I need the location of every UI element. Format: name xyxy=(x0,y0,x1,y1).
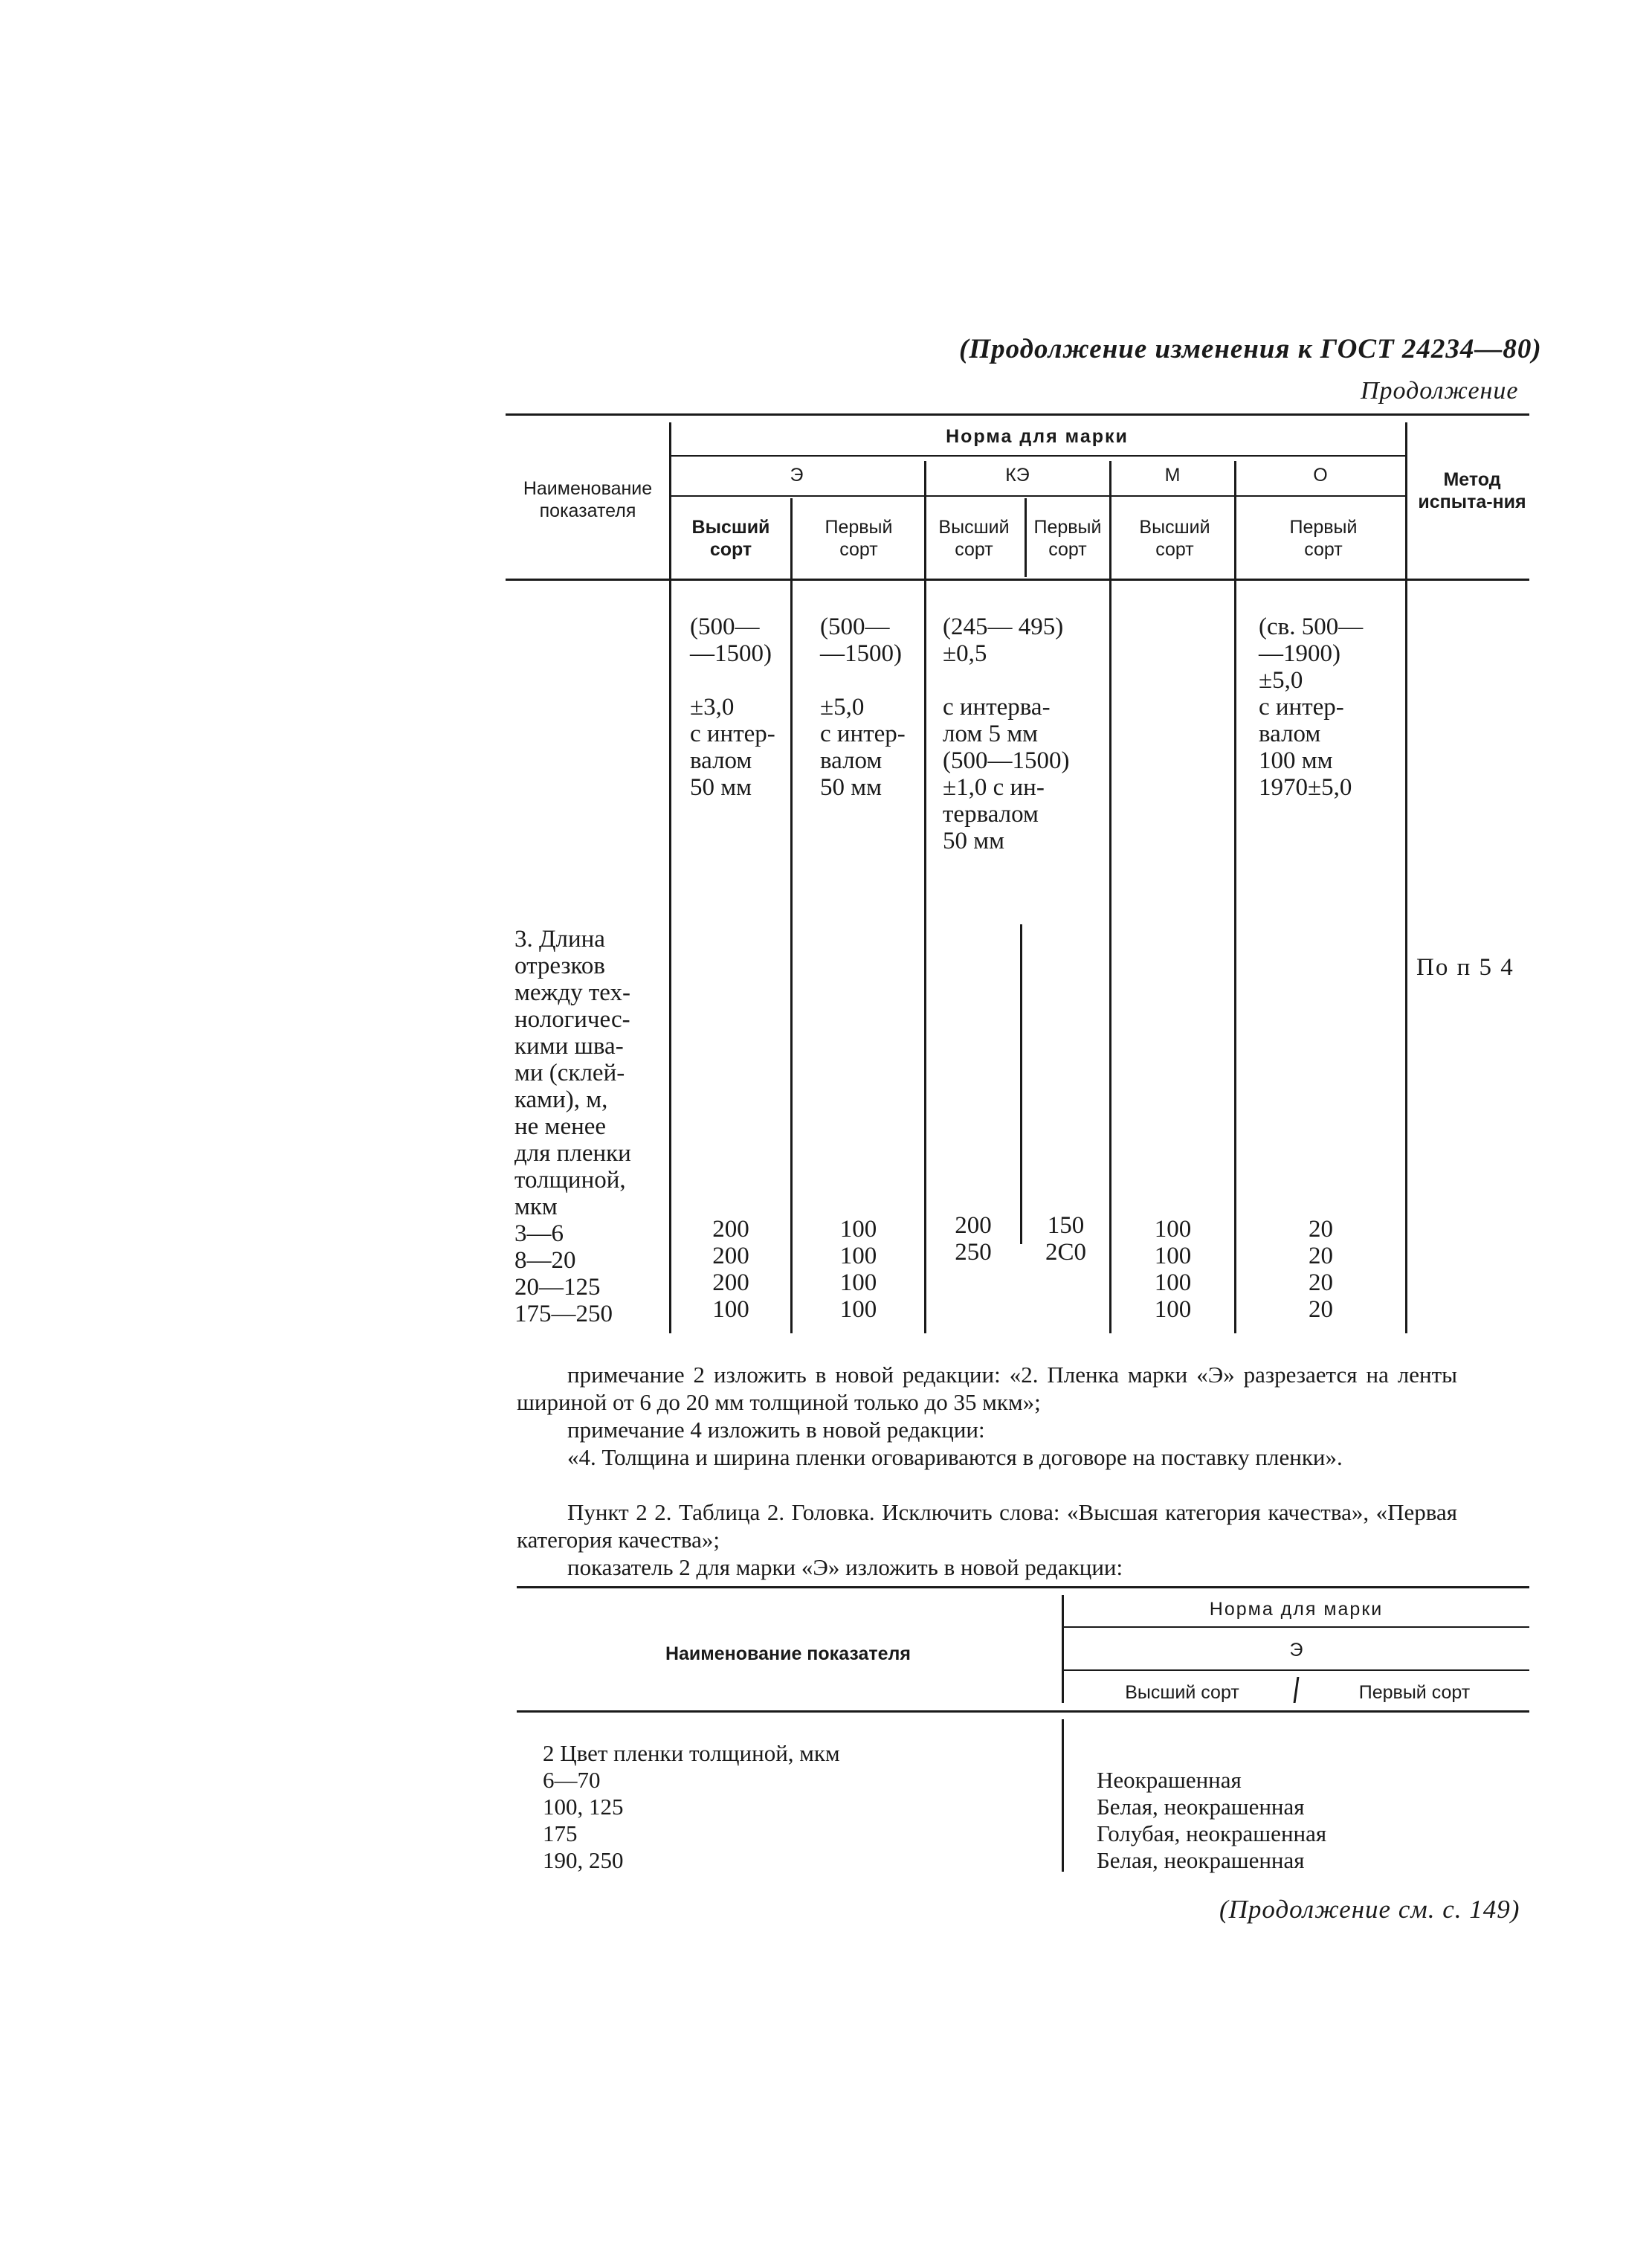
mark-m: М xyxy=(1164,465,1181,486)
e-first-values: 100 100 100 100 xyxy=(839,1216,877,1323)
e-high-range: (500— —1500) ±3,0 с интер- валом 50 мм xyxy=(690,613,775,801)
table2-col-norm: Норма для марки xyxy=(1209,1599,1384,1620)
mark-e: Э xyxy=(790,465,804,486)
table1-top-rule xyxy=(506,413,1529,416)
mark-o: О xyxy=(1313,465,1328,486)
table1-divider xyxy=(790,498,793,1333)
paragraph-note-4: примечание 4 изложить в новой редакции: xyxy=(567,1417,985,1443)
table1-divider xyxy=(669,422,671,1333)
e-high-values: 200 200 200 100 xyxy=(712,1216,749,1323)
method-value: По п 5 4 xyxy=(1416,954,1514,981)
table1-marks-rule xyxy=(669,495,1405,497)
grade-ke-first: Первый сорт xyxy=(1033,517,1102,560)
table2-col-indicator: Наименование показателя xyxy=(665,1643,911,1664)
table2-row xyxy=(543,1847,1524,1874)
ke-first-values: 150 2С0 xyxy=(1045,1212,1086,1266)
thickness-value: 100, 125 xyxy=(543,1794,624,1820)
color-value: Голубая, неокрашенная xyxy=(1097,1820,1327,1846)
table1-divider xyxy=(1025,498,1027,577)
table1-header-bottom-rule xyxy=(506,579,1529,581)
grade-o-first: Первый сорт xyxy=(1289,517,1358,560)
thickness-value: 175 xyxy=(543,1820,578,1846)
table2-mark-e: Э xyxy=(1289,1640,1303,1661)
grade-e-high: Высший сорт xyxy=(691,517,770,560)
table1-divider xyxy=(1109,461,1111,1333)
table2-row xyxy=(543,1794,1524,1820)
table2-grade-first: Первый сорт xyxy=(1358,1682,1471,1703)
color-value: Неокрашенная xyxy=(1097,1767,1242,1793)
continuation-note: (Продолжение см. с. 149) xyxy=(1219,1895,1520,1924)
ke-range: (245— 495) ±0,5 с интерва- лом 5 мм (500—1500) ±1,0 с ин- тервалом 50 мм xyxy=(943,613,1070,854)
table2-divider xyxy=(1294,1677,1300,1703)
table2-header-bottom-rule xyxy=(517,1710,1529,1713)
col-header-norm: Норма для марки xyxy=(946,426,1129,447)
table1-norm-rule xyxy=(669,455,1405,457)
continuation-title: (Продолжение изменения к ГОСТ 24234—80) xyxy=(959,334,1542,364)
table1-divider xyxy=(924,461,926,1333)
color-value: Белая, неокрашенная xyxy=(1097,1847,1305,1873)
paragraph-indicator-2: показатель 2 для марки «Э» изложить в новой редакции: xyxy=(567,1554,1123,1580)
table2-mark-rule xyxy=(1063,1669,1529,1671)
color-value: Белая, неокрашенная xyxy=(1097,1794,1305,1820)
paragraph-item-2-2: Пункт 2 2. Таблица 2. Головка. Исключить слова: «Высшая категория качества», «Первая категория качества»; xyxy=(517,1499,1457,1553)
e-first-range: (500— —1500) ±5,0 с интер- валом 50 мм xyxy=(820,613,906,801)
row-label-segment-length: 3. Длина отрезков между тех- нологичес- кими шва- ми (склей- ками), м, не менее для пленки толщиной, мкм 3—6 8—20 20—125 175—250 xyxy=(514,926,631,1327)
col-header-method: Метод испыта-ния xyxy=(1418,469,1526,512)
table2-row-title: 2 Цвет пленки толщиной, мкм xyxy=(543,1740,840,1766)
paragraph-note-2: примечание 2 изложить в новой редакции: «2. Пленка марки «Э» разрезается на ленты шириной от 6 до 20 мм толщиной только до 35 мкм»; xyxy=(517,1362,1457,1415)
ke-high-values: 200 250 xyxy=(955,1212,992,1266)
table2-row xyxy=(543,1767,1524,1794)
grade-ke-high: Высший сорт xyxy=(938,517,1010,560)
mark-ke: КЭ xyxy=(1005,465,1030,486)
col-header-indicator: Наименование показателя xyxy=(523,478,653,521)
table2-row xyxy=(543,1820,1524,1847)
grade-m-high: Высший сорт xyxy=(1139,517,1210,560)
m-values: 100 100 100 100 xyxy=(1154,1216,1192,1323)
o-values: 20 20 20 20 xyxy=(1309,1216,1333,1323)
table1-divider xyxy=(1405,422,1407,1333)
thickness-value: 6—70 xyxy=(543,1767,601,1793)
o-range: (св. 500— —1900) ±5,0 с интер- валом 100 мм 1970±5,0 xyxy=(1259,613,1364,801)
continuation-label: Продолжение xyxy=(1361,377,1519,405)
thickness-value: 190, 250 xyxy=(543,1847,624,1873)
paragraph-note-4-text: «4. Толщина и ширина пленки оговариваются в договоре на поставку пленки». xyxy=(567,1444,1343,1470)
table2-norm-rule xyxy=(1063,1626,1529,1628)
table1-divider xyxy=(1020,924,1022,1244)
grade-e-first: Первый сорт xyxy=(825,517,893,560)
table2-top-rule xyxy=(517,1586,1529,1588)
table1-divider xyxy=(1234,461,1236,1333)
table2-grade-high: Высший сорт xyxy=(1125,1682,1239,1703)
